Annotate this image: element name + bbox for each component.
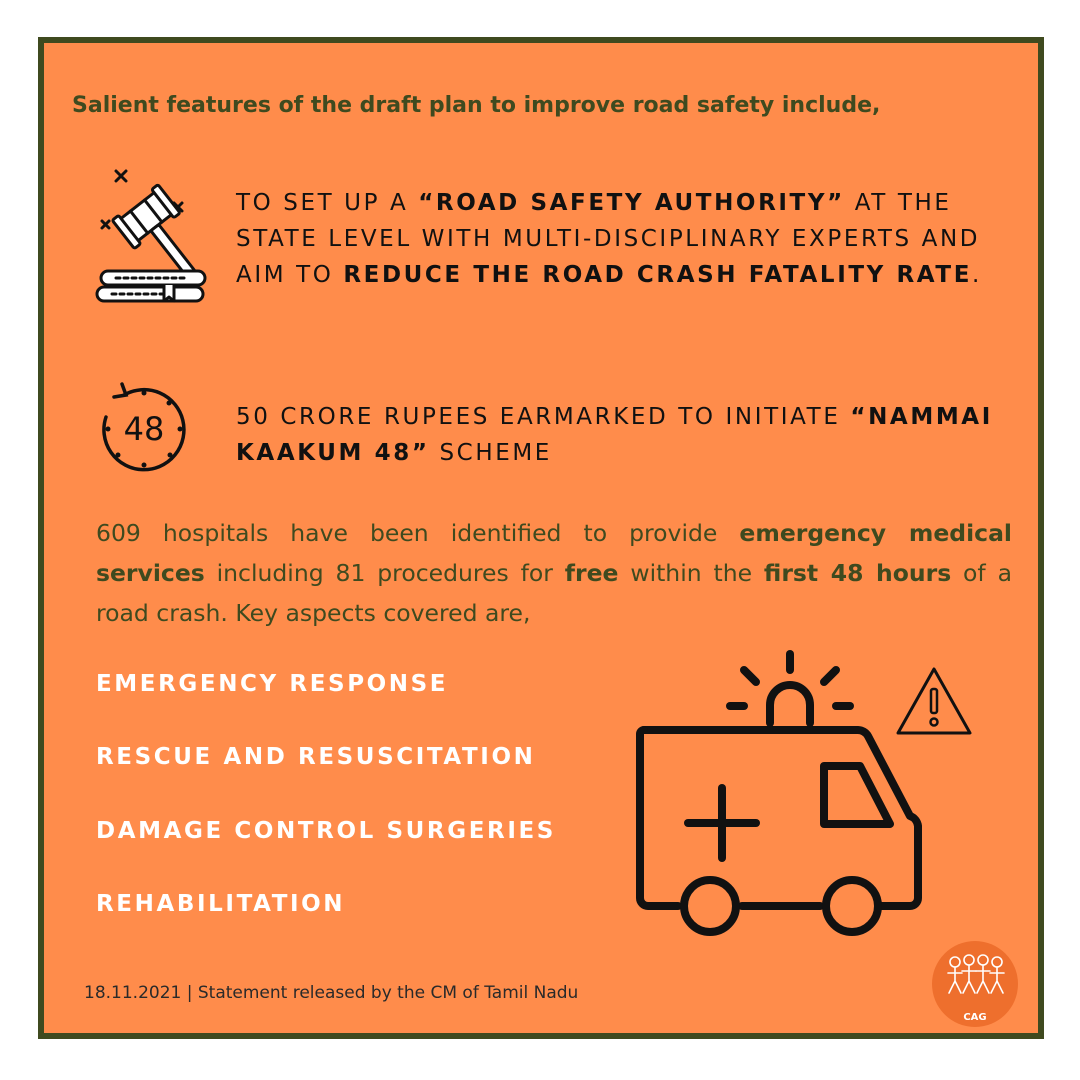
ambulance-icon [630,648,930,940]
warning-triangle-icon [894,665,974,737]
aspect-rescue-resuscitation: RESCUE AND RESUSCITATION [96,744,536,770]
feature-nammai-kaakum-48 [236,399,1006,471]
emphasis-text: “NAMMAI KAAKUM 48” [236,404,993,466]
feature-road-safety-authority [236,185,1006,293]
cag-logo [931,940,1019,1028]
hospitals-paragraph [96,513,1012,633]
text-run: within the [618,559,764,587]
aspect-rehabilitation: REHABILITATION [96,891,346,917]
text-run: TO SET UP A [236,190,419,216]
text-run: including 81 procedures for [204,559,565,587]
text-run: 609 hospitals have been identified to provide [96,519,740,547]
text-run: SCHEME [429,440,552,466]
emphasis-text: first 48 hours [763,559,952,587]
emphasis-text: free [564,559,619,587]
aspect-emergency-response: EMERGENCY RESPONSE [96,671,449,697]
infographic-card [38,37,1044,1039]
footer-source: 18.11.2021 | Statement released by the CM of Tamil Nadu [84,983,579,1003]
text-run: 50 CRORE RUPEES EARMARKED TO INITIATE [236,404,851,430]
text-run: of a road crash. Key aspects covered are, [96,559,1012,627]
text-run: AT THE STATE LEVEL WITH MULTI-DISCIPLINARY EXPERTS AND AIM TO [236,190,981,288]
48-hour-timer-icon [94,379,194,479]
timer-number: 48 [123,410,165,448]
emphasis-text: REDUCE THE ROAD CRASH FATALITY RATE [343,262,973,288]
emphasis-text: “ROAD SAFETY AUTHORITY” [418,190,845,216]
headline: Salient features of the draft plan to improve road safety include, [72,93,881,118]
emphasis-text: emergency medical services [96,519,1012,587]
gavel-and-books-icon [94,163,209,303]
text-run: . [972,262,982,288]
aspect-damage-control-surgeries: DAMAGE CONTROL SURGERIES [96,818,556,844]
logo-text: CAG [963,1012,987,1023]
